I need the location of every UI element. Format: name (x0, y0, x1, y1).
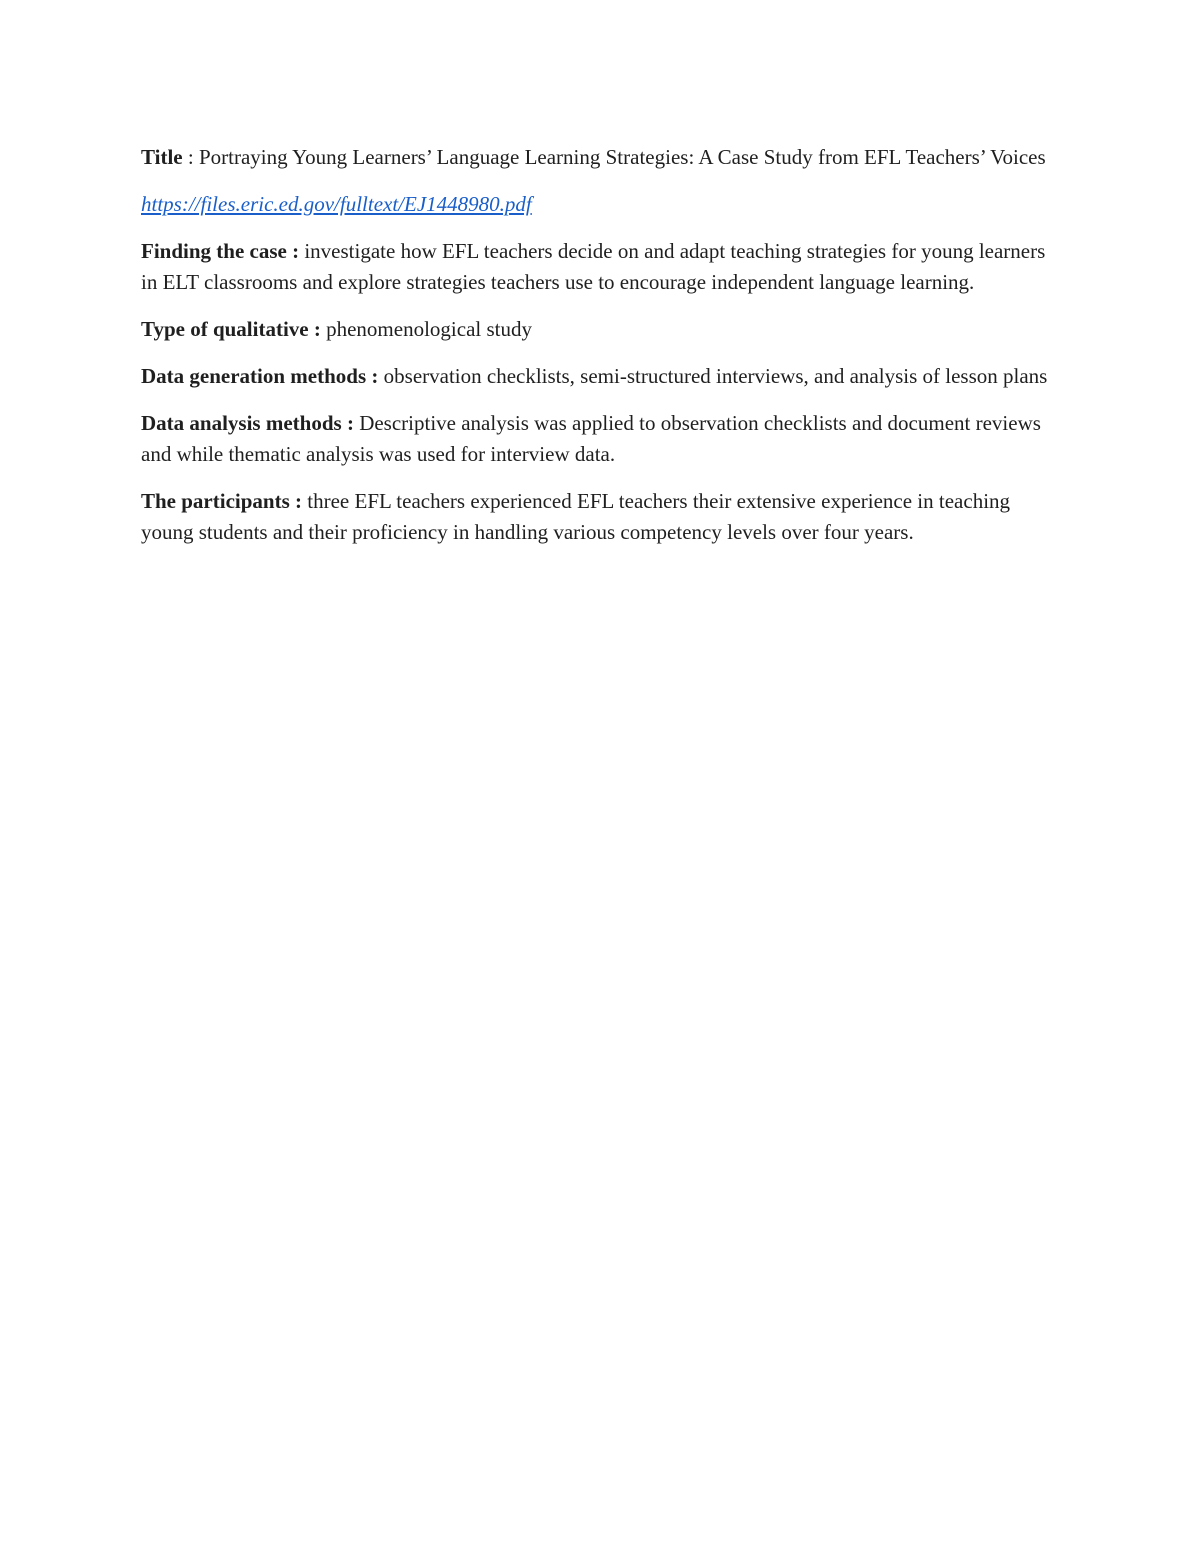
datagen-paragraph (141, 361, 1056, 392)
finding-value: investigate how EFL teachers decide on and adapt teaching strategies for young learners in ELT classrooms and explore strategies teachers use to encourage independent language learning. (141, 239, 1046, 294)
title-paragraph (141, 142, 1056, 173)
type-value: phenomenological study (320, 317, 532, 341)
title-separator: : (182, 145, 199, 169)
type-paragraph (141, 314, 1056, 345)
title-label: Title (141, 145, 183, 169)
link-paragraph (141, 189, 1056, 220)
finding-paragraph (141, 236, 1056, 298)
analysis-label: Data analysis methods : (141, 411, 354, 435)
participants-paragraph (141, 486, 1056, 548)
document-body (141, 142, 1056, 564)
analysis-value: Descriptive analysis was applied to observation checklists and document reviews and while thematic analysis was used for interview data. (141, 411, 1041, 466)
datagen-value: observation checklists, semi-structured interviews, and analysis of lesson plans (378, 364, 1048, 388)
datagen-label: Data generation methods : (141, 364, 379, 388)
source-link[interactable]: https://files.eric.ed.gov/fulltext/EJ1448980.pdf (141, 192, 532, 216)
participants-value: three EFL teachers experienced EFL teachers their extensive experience in teaching young students and their proficiency in handling various competency levels over four years. (141, 489, 1011, 544)
analysis-paragraph (141, 408, 1056, 470)
type-label: Type of qualitative : (141, 317, 321, 341)
participants-label: The participants : (141, 489, 303, 513)
finding-label: Finding the case : (141, 239, 300, 263)
title-value: Portraying Young Learners’ Language Learning Strategies: A Case Study from EFL Teachers’ Voices (198, 145, 1046, 169)
